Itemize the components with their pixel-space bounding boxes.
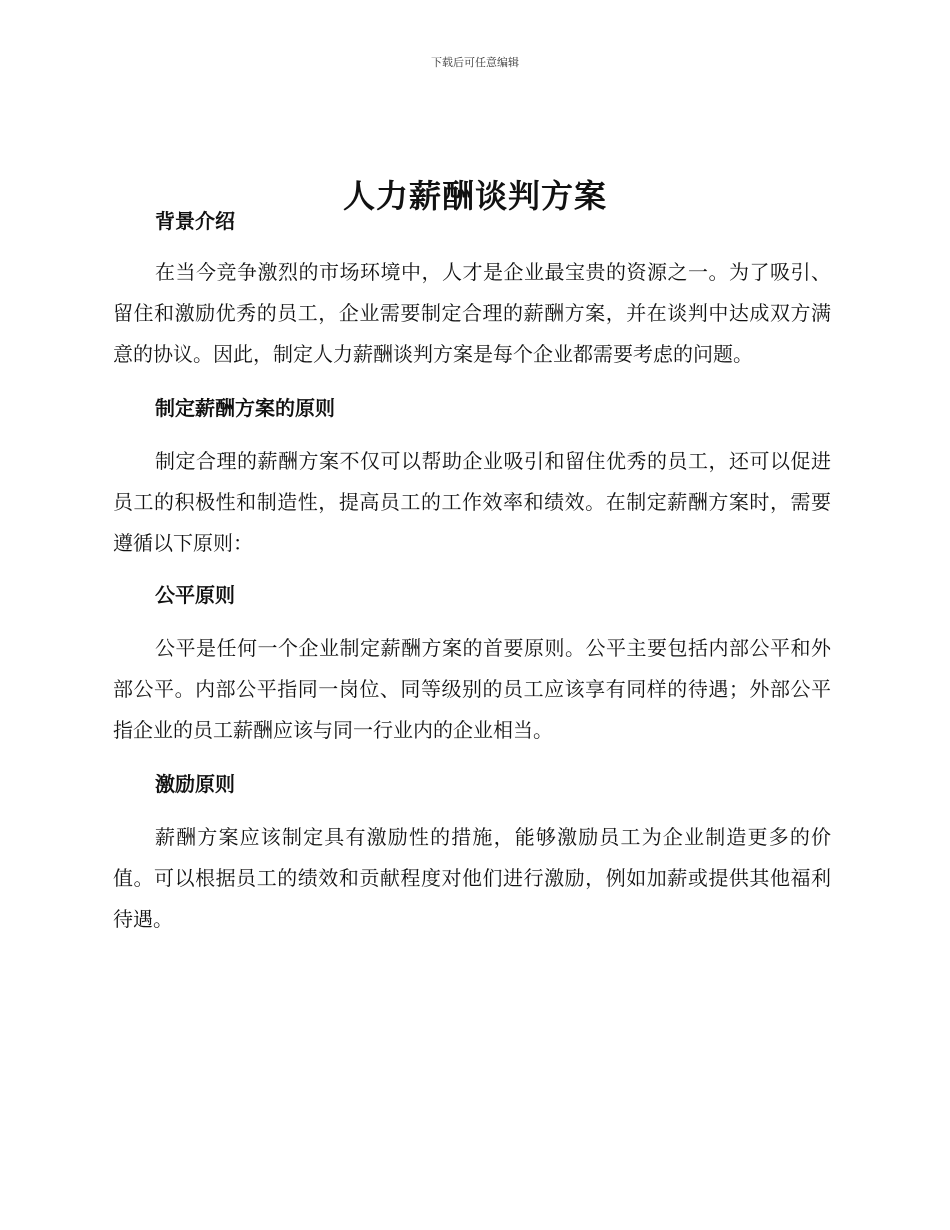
section-heading-background: 背景介绍 [155, 209, 235, 233]
section-heading-fairness: 公平原则 [155, 583, 235, 607]
document-body [113, 204, 831, 940]
section-paragraph-fairness: 公平是任何一个企业制定薪酬方案的首要原则。公平主要包括内部公平和外部公平。内部公平指同一岗位、同等级别的员工应该享有同样的待遇；外部公平指企业的员工薪酬应该与同一行业内的企业相当。 [113, 636, 831, 742]
section-paragraph-incentive: 薪酬方案应该制定具有激励性的措施，能够激励员工为企业制造更多的价值。可以根据员工的绩效和贡献程度对他们进行激励，例如加薪或提供其他福利待遇。 [113, 825, 831, 931]
section-paragraph-principles: 制定合理的薪酬方案不仅可以帮助企业吸引和留住优秀的员工，还可以促进员工的积极性和制造性，提高员工的工作效率和绩效。在制定薪酬方案时，需要遵循以下原则： [113, 449, 831, 555]
section-paragraph-background: 在当今竞争激烈的市场环境中，人才是企业最宝贵的资源之一。为了吸引、留住和激励优秀的员工，企业需要制定合理的薪酬方案，并在谈判中达成双方满意的协议。因此，制定人力薪酬谈判方案是每个企业都需要考虑的问题。 [113, 260, 831, 366]
section-heading-principles: 制定薪酬方案的原则 [155, 396, 335, 420]
header-note: 下载后可任意编辑 [431, 56, 519, 69]
document-title: 人力薪酬谈判方案 [342, 177, 607, 216]
section-heading-incentive: 激励原则 [155, 772, 235, 796]
